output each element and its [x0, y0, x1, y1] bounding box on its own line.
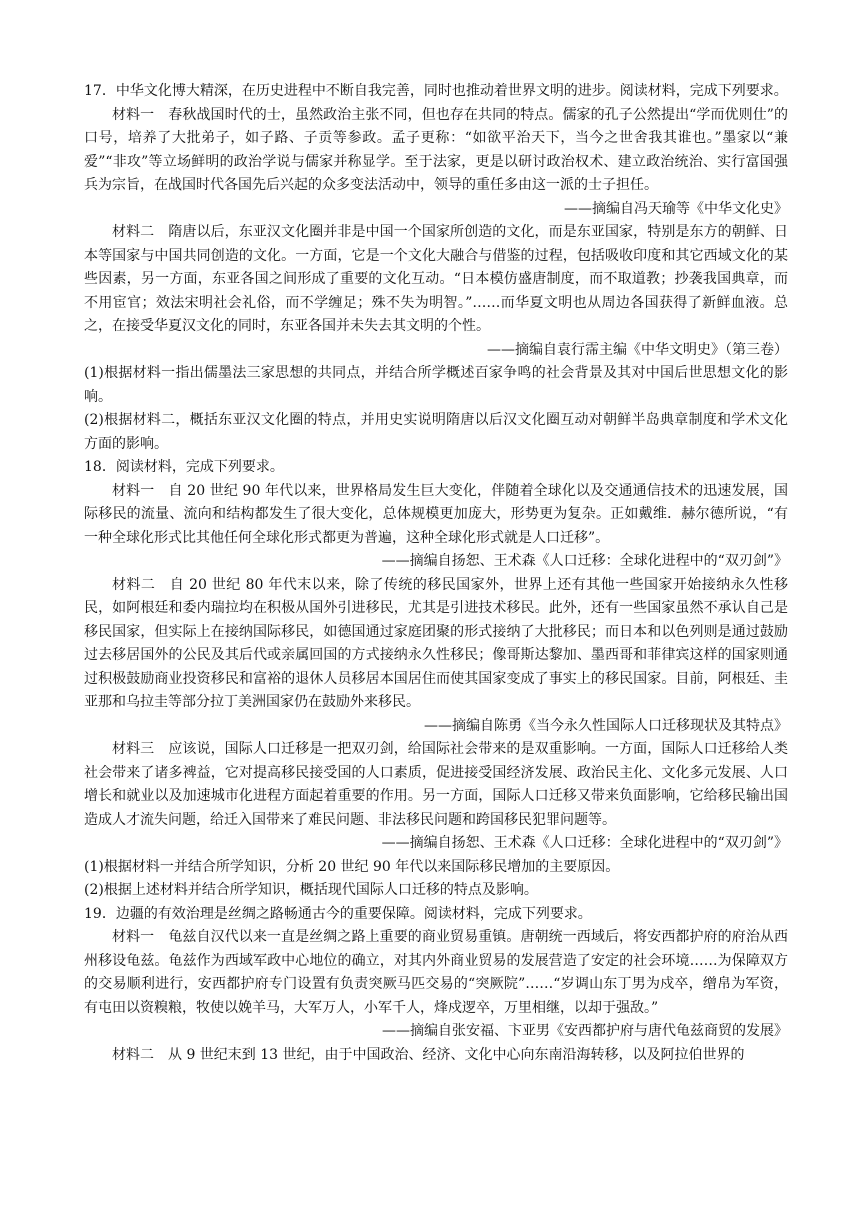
q17-material-2: 材料二 隋唐以后，东亚汉文化圈并非是中国一个国家所创造的文化，而是东亚国家，特别是东方的朝鲜、日本等国家与中国共同创造的文化。一方面，它是一个文化大融合与借鉴的过程，包括吸收印度和其它西域文化的某些因素，另一方面，东亚各国之间形成了重要的文化互动。“日本模仿盛唐制度，而不取道教；抄袭我国典章，而不用宦官；效法宋明社会礼俗，而不学缠足；殊不失为明智。”……而华夏文明也从周边各国获得了新鲜血液。总之，在接受华夏汉文化的同时，东亚各国并未失去其文明的个性。	[84, 224, 788, 334]
q18-material-2-source: ——摘编自陈勇《当今永久性国际人口迁移现状及其特点》	[424, 717, 788, 734]
q18-requirement-1: (1)根据材料一并结合所学知识，分析 20 世纪 90 年代以来国际移民增加的主要原因。	[84, 858, 620, 875]
q17-material-1: 材料一 春秋战国时代的士，虽然政治主张不同，但也存在共同的特点。儒家的孔子公然提出“学而优则仕”的口号，培养了大批弟子，如子路、子贡等参政。孟子更称：“如欲平治天下，当今之世舍我其谁也。”墨家以“兼爱”“非攻”等立场鲜明的政治学说与儒家并称显学。至于法家，更是以研讨政治权术、建立政治统治、实行富国强兵为宗旨，在战国时代各国先后兴起的众多变法活动中，领导的重任多由这一派的士子担任。	[84, 106, 788, 193]
exam-page	[84, 80, 788, 1067]
question-18-stem: 18．阅读材料，完成下列要求。	[84, 459, 284, 475]
q18-material-2: 材料二 自 20 世纪 80 年代末以来，除了传统的移民国家外，世界上还有其他一些国家开始接纳永久性移民，如阿根廷和委内瑞拉均在积极从国外引进移民，尤其是引进技术移民。此外，还有一些国家虽然不承认自己是移民国家，但实际上在接纳国际移民，如德国通过家庭团聚的形式接纳了大批移民；而日本和以色列则是通过鼓励过去移居国外的公民及其后代或亲属回国的方式接纳永久性移民；像哥斯达黎加、墨西哥和菲律宾这样的国家则通过积极鼓励商业投资移民和富裕的退休人员移居本国居住而使其国家变成了事实上的移民国家。目前，阿根廷、圭亚那和乌拉圭等部分拉丁美洲国家仍在鼓励外来移民。	[84, 576, 788, 710]
q18-material-1: 材料一 自 20 世纪 90 年代以来，世界格局发生巨大变化，伴随着全球化以及交通通信技术的迅速发展，国际移民的流量、流向和结构都发生了很大变化，总体规模更加庞大，形势更为复杂。正如戴维．赫尔德所说，“有一种全球化形式比其他任何全球化形式都更为普遍，这种全球化形式就是人口迁移”。	[84, 482, 788, 546]
question-19-stem: 19．边疆的有效治理是丝绸之路畅通古今的重要保障。阅读材料，完成下列要求。	[84, 905, 592, 922]
q18-material-1-source: ——摘编自扬恕、王术森《人口迁移：全球化进程中的“双刃剑”》	[381, 553, 788, 569]
question-17-stem: 17．中华文化博大精深，在历史进程中不断自我完善，同时也推动着世界文明的进步。阅读材料，完成下列要求。	[84, 83, 788, 99]
q17-material-2-source: ——摘编自袁行霈主编《中华文明史》（第三卷）	[487, 341, 788, 358]
q17-requirement-1: (1)根据材料一指出儒墨法三家思想的共同点，并结合所学概述百家争鸣的社会背景及其对中国后世思想文化的影响。	[84, 365, 788, 405]
q17-material-1-source: ——摘编自冯天瑜等《中华文化史》	[564, 200, 788, 217]
q19-material-1-source: ——摘编自张安福、卞亚男《安西都护府与唐代龟兹商贸的发展》	[382, 1023, 788, 1039]
q19-material-1: 材料一 龟兹自汉代以来一直是丝绸之路上重要的商业贸易重镇。唐朝统一西域后，将安西都护府的府治从西州移设龟兹。龟兹作为西域军政中心地位的确立，对其内外商业贸易的发展营造了安定的社会环境……为保障双方的交易顺利进行，安西都护府专门设置有负责突厥马匹交易的“突厥院”……“岁调山东丁男为戍卒，缯帛为军资，有屯田以资糗粮，牧使以娩羊马，大军万人，小军千人，烽戍逻卒，万里相继，以却于强敌。”	[84, 929, 788, 1016]
q17-requirement-2: (2)根据材料二，概括东亚汉文化圈的特点，并用史实说明隋唐以后汉文化圈互动对朝鲜半岛典章制度和学术文化方面的影响。	[84, 412, 788, 452]
q18-material-3-source: ——摘编自扬恕、王术森《人口迁移：全球化进程中的“双刃剑”》	[381, 835, 788, 851]
q18-material-3: 材料三 应该说，国际人口迁移是一把双刃剑，给国际社会带来的是双重影响。一方面，国际人口迁移给人类社会带来了诸多裨益，它对提高移民接受国的人口素质，促进接受国经济发展、政治民主化、文化多元发展、人口增长和就业以及加速城市化进程方面起着重要的作用。另一方面，国际人口迁移又带来负面影响，它给移民输出国造成人才流失问题，给迁入国带来了难民问题、非法移民问题和跨国移民犯罪问题等。	[84, 741, 788, 828]
q18-requirement-2: (2)根据上述材料并结合所学知识，概括现代国际人口迁移的特点及影响。	[84, 882, 538, 898]
q19-material-2: 材料二 从 9 世纪末到 13 世纪，由于中国政治、经济、文化中心向东南沿海转移，以及阿拉伯世界的	[112, 1046, 745, 1063]
